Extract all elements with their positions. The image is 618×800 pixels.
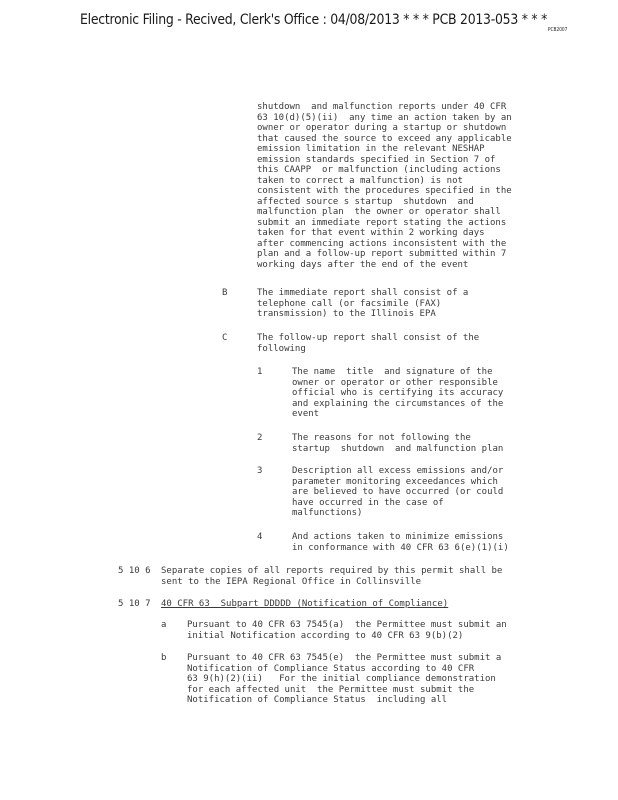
item-label: C — [222, 333, 228, 343]
item-label: a — [161, 620, 167, 630]
subitem-number: 1 — [257, 367, 263, 377]
paragraph-line: emission standards specified in Section 7 of — [257, 154, 496, 165]
subitem-line: in conformance with 40 CFR 63 6(e)(1)(i) — [292, 542, 509, 553]
item-line: transmission) to the Illinois EPA — [257, 309, 436, 319]
item-label: b — [161, 653, 167, 663]
item-line: initial Notification according to 40 CFR 63 9(b)(2) — [187, 630, 464, 641]
paragraph-line: malfunction plan the owner or operator shall — [257, 207, 501, 217]
filing-header-title: Electronic Filing - Recived, Clerk's Office : 04/08/2013 * * * PCB 2013-053 * * * — [80, 12, 548, 28]
paragraph-line: plan and a follow-up report submitted within 7 — [257, 249, 507, 259]
paragraph-line: that caused the source to exceed any applicable — [257, 133, 512, 144]
subitem-line: malfunctions) — [292, 508, 363, 518]
subitem-line: official who is certifying its accuracy — [292, 388, 504, 398]
item-line: Notification of Compliance Status according to 40 CFR — [187, 663, 475, 674]
subitem-line: The name title and signature of the — [292, 367, 493, 377]
section-number: 5 10 7 — [118, 599, 151, 609]
filing-stamp: PCB2007 — [547, 27, 568, 33]
paragraph-line: taken to correct a malfunction) is not — [257, 175, 463, 186]
item-line: Notification of Compliance Status including all — [187, 695, 448, 705]
subitem-number: 4 — [257, 532, 263, 542]
subitem-line: event — [292, 409, 320, 419]
section-line: sent to the IEPA Regional Office in Collinsville — [161, 576, 422, 587]
subitem-line: Description all excess emissions and/or — [292, 466, 504, 476]
item-line: Pursuant to 40 CFR 63 7545(a) the Permittee must submit an — [187, 620, 507, 630]
paragraph-line: working days after the end of the event — [257, 259, 469, 270]
subitem-number: 2 — [257, 433, 263, 443]
paragraph-line: affected source s startup shutdown and — [257, 196, 474, 207]
subitem-line: and explaining the circumstances of the — [292, 398, 504, 409]
item-line: telephone call (or facsimile (FAX) — [257, 298, 442, 309]
subitem-line: parameter monitoring exceedances which — [292, 476, 498, 487]
item-line: following — [257, 343, 306, 354]
subitem-line: The reasons for not following the — [292, 433, 471, 443]
item-line: The follow-up report shall consist of the — [257, 333, 480, 343]
section-line: Separate copies of all reports required by this permit shall be — [161, 566, 503, 576]
subitem-line: owner or operator or other responsible — [292, 377, 498, 388]
item-line: Pursuant to 40 CFR 63 7545(e) the Permittee must submit a — [187, 653, 502, 663]
paragraph-line: after commencing actions inconsistent with the — [257, 238, 507, 249]
section-number: 5 10 6 — [118, 566, 151, 576]
paragraph-line: owner or operator during a startup or shutdown — [257, 123, 507, 133]
filing-header — [80, 12, 568, 33]
subitem-line: And actions taken to minimize emissions — [292, 532, 504, 542]
subitem-line: have occurred in the case of — [292, 497, 444, 508]
subitem-line: are believed to have occurred (or could — [292, 487, 504, 497]
paragraph-line: submit an immediate report stating the actions — [257, 217, 507, 228]
paragraph-line: emission limitation in the relevant NESHAP — [257, 144, 485, 154]
paragraph-line: this CAAPP or malfunction (including actions — [257, 165, 501, 175]
paragraph-line: consistent with the procedures specified in the — [257, 186, 512, 196]
section-heading: 40 CFR 63 Subpart DDDDD (Notification of Compliance) — [161, 599, 449, 609]
subitem-number: 3 — [257, 466, 263, 476]
item-label: B — [222, 288, 228, 298]
paragraph-line: 63 10(d)(5)(ii) any time an action taken by an — [257, 112, 512, 123]
item-line: 63 9(h)(2)(ii) For the initial compliance demonstration — [187, 674, 496, 684]
paragraph-line: taken for that event within 2 working days — [257, 228, 485, 238]
item-line: The immediate report shall consist of a — [257, 288, 469, 298]
subitem-line: startup shutdown and malfunction plan — [292, 443, 504, 454]
paragraph-line: shutdown and malfunction reports under 40 CFR — [257, 102, 507, 112]
item-line: for each affected unit the Permittee must submit the — [187, 684, 475, 695]
